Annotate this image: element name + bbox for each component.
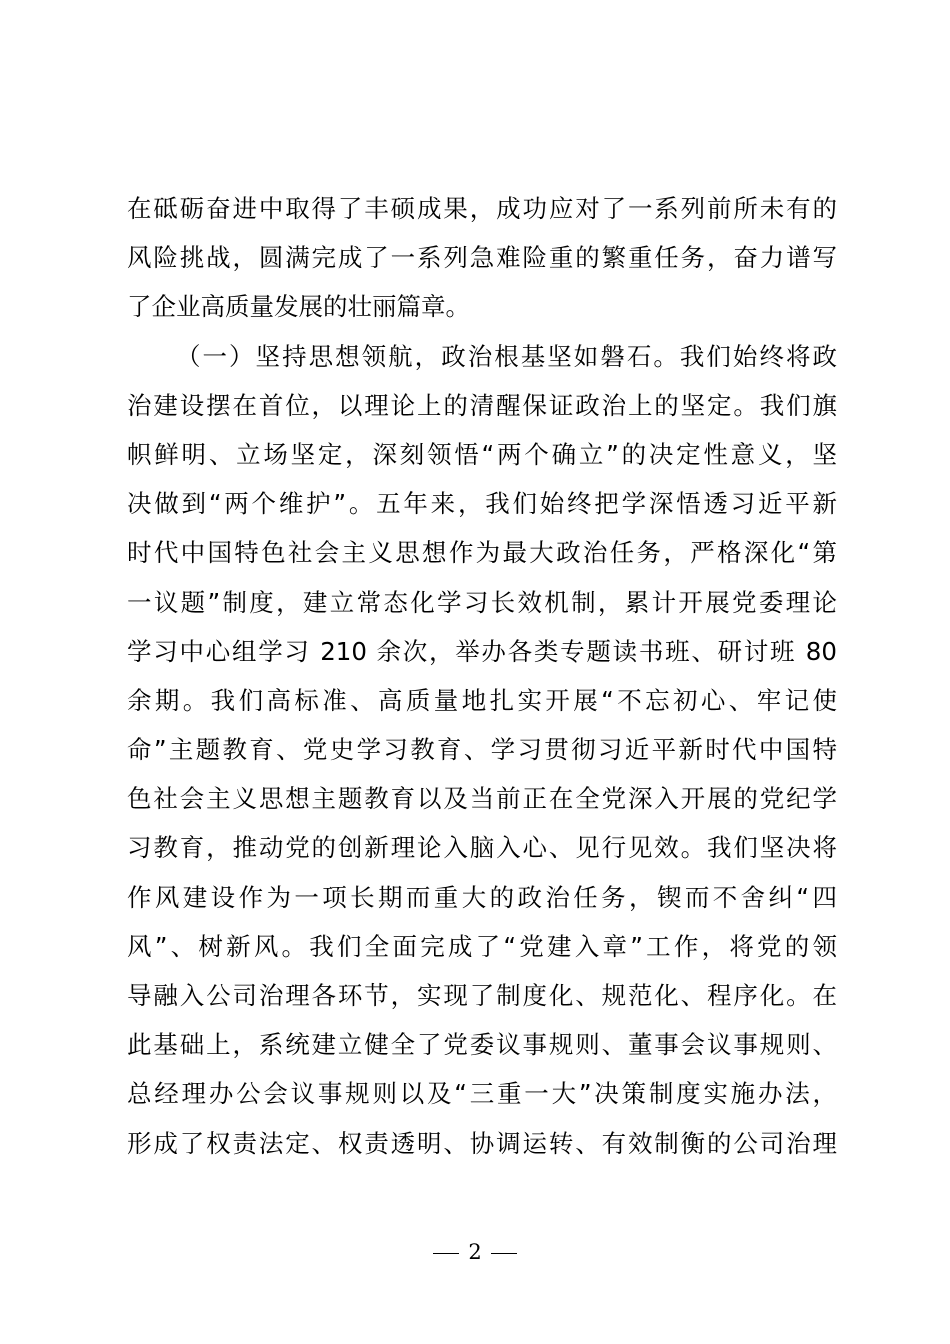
text-line: 风”、树新风。我们全面完成了“党建入章”工作，将党的领 <box>127 931 837 961</box>
text-line: 决做到“两个维护”。五年来，我们始终把学深悟透习近平新 <box>127 489 837 519</box>
text-line: 此基础上，系统建立健全了党委议事规则、董事会议事规则、 <box>127 1030 837 1060</box>
text-line: 时代中国特色社会主义思想作为最大政治任务，严格深化“第 <box>127 538 837 568</box>
text-line: 作风建设作为一项长期而重大的政治任务，锲而不舍纠“四 <box>127 882 837 912</box>
text-line: 导融入公司治理各环节，实现了制度化、规范化、程序化。在 <box>127 981 837 1010</box>
page-footer <box>0 1237 950 1267</box>
text-line: 色社会主义思想主题教育以及当前正在全党深入开展的党纪学 <box>127 784 837 814</box>
text-line: 形成了权责法定、权责透明、协调运转、有效制衡的公司治理 <box>127 1128 837 1158</box>
section-heading-line: （一）坚持思想领航，政治根基坚如磐石。我们始终将政 <box>176 341 837 371</box>
text-line: 治建设摆在首位，以理论上的清醒保证政治上的坚定。我们旗 <box>127 390 837 420</box>
page-number: 2 <box>468 1240 482 1264</box>
text-line: 学习中心组学习 210 余次，举办各类专题读书班、研讨班 80 <box>127 636 837 666</box>
dash-right-icon <box>491 1253 517 1254</box>
text-line: 余期。我们高标准、高质量地扎实开展“不忘初心、牢记使 <box>127 685 837 715</box>
text-line: 总经理办公会议事规则以及“三重一大”决策制度实施办法， <box>127 1079 837 1109</box>
text-line: 了企业高质量发展的壮丽篇章。 <box>127 292 470 322</box>
text-line: 在砥砺奋进中取得了丰硕成果，成功应对了一系列前所未有的 <box>127 194 837 223</box>
body-text <box>127 184 837 1168</box>
text-line: 习教育，推动党的创新理论入脑入心、见行见效。我们坚决将 <box>127 833 837 863</box>
text-line: 命”主题教育、党史学习教育、学习贯彻习近平新时代中国特 <box>127 735 837 765</box>
text-line: 帜鲜明、立场坚定，深刻领悟“两个确立”的决定性意义，坚 <box>127 439 837 469</box>
text-line: 一议题”制度，建立常态化学习长效机制，累计开展党委理论 <box>127 587 837 617</box>
dash-left-icon <box>433 1253 459 1254</box>
text-line: 风险挑战，圆满完成了一系列急难险重的繁重任务，奋力谱写 <box>127 243 837 273</box>
